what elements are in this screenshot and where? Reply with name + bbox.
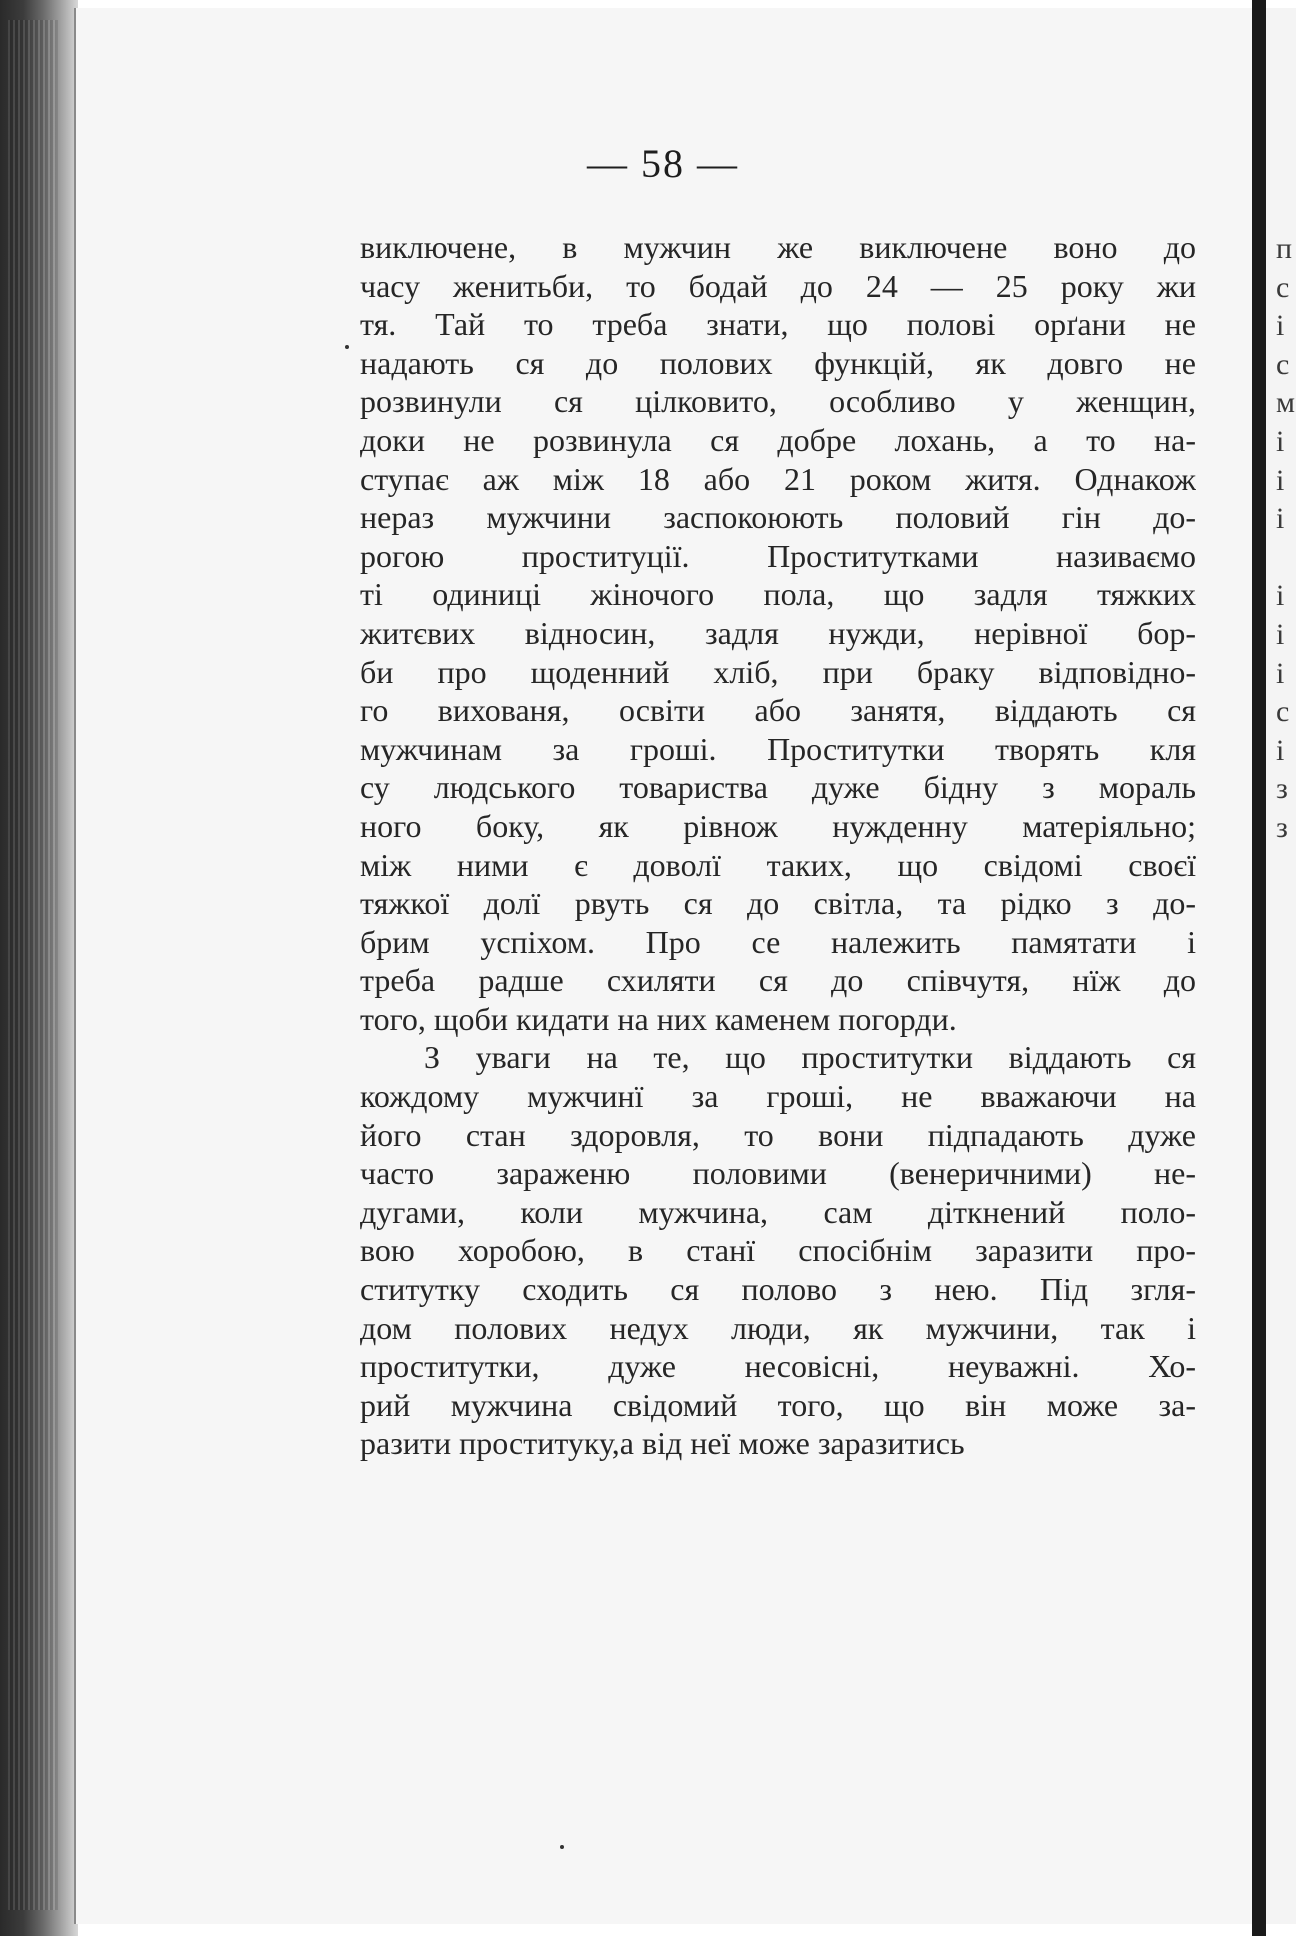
text-line: розвинули ся цілковито, особливо у женщин, — [360, 383, 1196, 420]
page-number: — 58 — — [587, 141, 739, 186]
next-page-letter: і — [1276, 656, 1285, 690]
scan-speck — [345, 345, 349, 349]
body-text — [360, 228, 1196, 1463]
next-page-letter: і — [1276, 424, 1285, 458]
text-line: мужчинам за гроші. Проститутки творять кля — [360, 730, 1196, 767]
next-page-letter: і — [1276, 502, 1285, 536]
next-page-letter: с — [1276, 347, 1290, 381]
next-page-fragment — [1266, 8, 1296, 1924]
text-line: ститутку сходить ся полово з нею. Під згля- — [360, 1271, 1196, 1308]
next-page-letter: з — [1276, 810, 1288, 844]
text-line: рий мужчина свідомий того, що він може за- — [360, 1386, 1196, 1423]
text-line: житєвих відносин, задля нужди, нерівної бор- — [360, 614, 1196, 651]
next-page-letter: і — [1276, 309, 1285, 343]
text-line: рогою проституції. Проститутками називаємо — [360, 537, 1196, 574]
text-line: вою хоробою, в станї спосібнім заразити про- — [360, 1232, 1196, 1269]
text-line: доки не розвинула ся добре лохань, а то на- — [360, 421, 1196, 458]
paragraph-1 — [360, 228, 1196, 1038]
next-page-letters — [1276, 230, 1295, 848]
next-page-letter: с — [1276, 695, 1290, 729]
text-line: кождому мужчинї за гроші, не вважаючи на — [360, 1078, 1196, 1115]
text-line: нераз мужчини заспокоюють половий гін до- — [360, 499, 1196, 536]
text-line: ного боку, як рівнож нужденну матеріяльно; — [360, 807, 1196, 844]
text-line: його стан здоровля, то вони підпадають дуже — [360, 1116, 1196, 1153]
next-page-letter: і — [1276, 733, 1285, 767]
next-page-letter: п — [1276, 232, 1293, 265]
text-line: дугами, коли мужчина, сам діткнений поло- — [360, 1193, 1196, 1230]
text-line: часу женитьби, то бодай до 24 — 25 року жи — [360, 267, 1196, 304]
text-line: З уваги на те, що проститутки віддають ся — [424, 1039, 1196, 1076]
text-line: би про щоденний хліб, при браку відповідно- — [360, 653, 1196, 690]
text-line: ті одиниці жіночого пола, що задля тяжких — [360, 576, 1196, 613]
text-line: тяжкої долї рвуть ся до світла, та рідко з до- — [360, 885, 1196, 922]
text-line: часто зараженю половими (венеричними) не- — [360, 1155, 1196, 1192]
next-page-letter — [1276, 539, 1295, 578]
text-line: надають ся до полових функцій, як довго не — [360, 344, 1196, 381]
page-gutter — [1252, 0, 1266, 1936]
text-line: того, щоби кидати на них каменем погорди. — [360, 1000, 957, 1037]
next-page-letter: і — [1276, 579, 1285, 613]
next-page-letter: м — [1276, 386, 1295, 420]
text-line: тя. Тай то треба знати, що полові орґани не — [360, 306, 1196, 343]
book-edge — [0, 0, 78, 1936]
text-line: го вихованя, освіти або занятя, віддають ся — [360, 692, 1196, 729]
text-line: ступає аж між 18 або 21 роком житя. Однакож — [360, 460, 1196, 497]
next-page-letter: і — [1276, 463, 1285, 497]
text-line: виключене, в мужчин же виключене воно до — [360, 229, 1196, 265]
text-line: брим успіхом. Про се належить памятати і — [360, 923, 1196, 960]
next-page-letter: з — [1276, 772, 1288, 806]
next-page-letter: с — [1276, 270, 1290, 304]
paragraph-2 — [360, 1038, 1196, 1463]
text-line: дом полових недух люди, як мужчини, так і — [360, 1309, 1196, 1346]
text-line: разити проституку,а від неї може заразитись — [360, 1425, 965, 1462]
text-line: між ними є доволї таких, що свідомі своєї — [360, 846, 1196, 883]
text-line: проститутки, дуже несовісні, неуважні. Хо- — [360, 1348, 1196, 1385]
next-page-letter: і — [1276, 617, 1285, 651]
scan-speck — [560, 1845, 564, 1849]
text-line: су людського товариства дуже бідну з мораль — [360, 769, 1196, 806]
text-line: треба радше схиляти ся до співчутя, нїж до — [360, 962, 1196, 999]
book-edge-texture — [8, 20, 58, 1910]
